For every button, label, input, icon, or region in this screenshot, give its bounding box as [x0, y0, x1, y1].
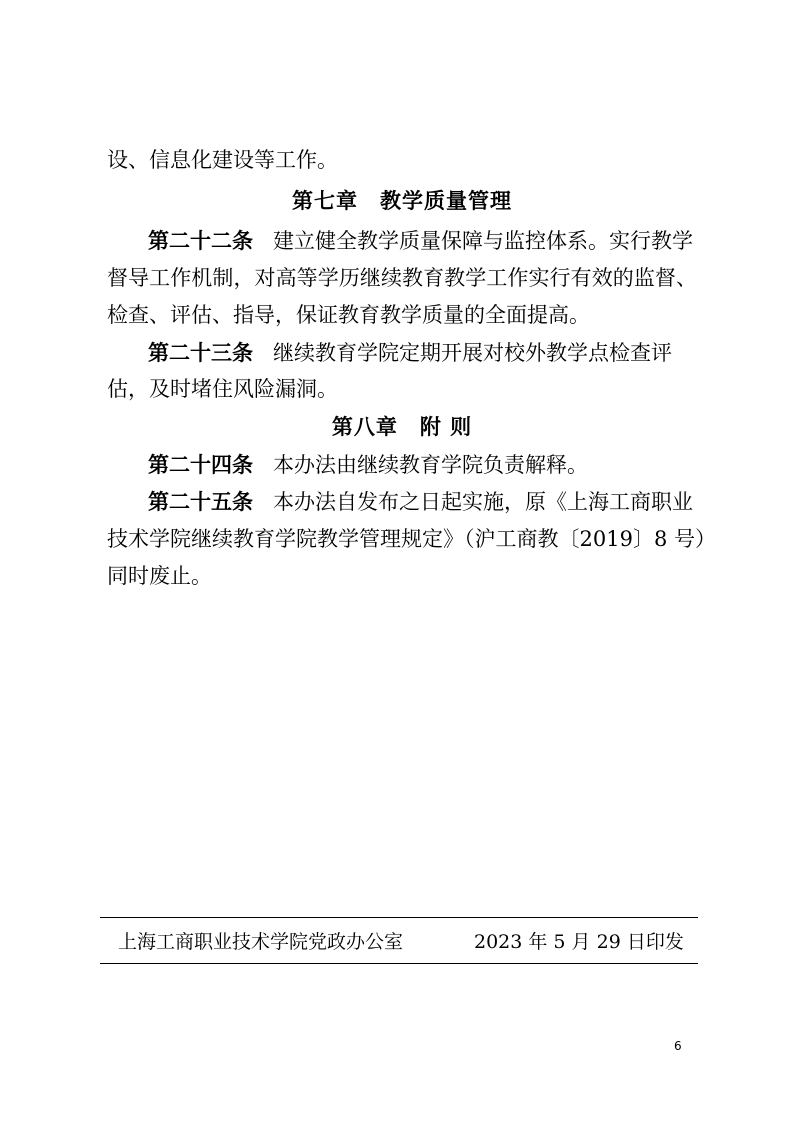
- article-23-number: 第二十三条: [148, 340, 253, 365]
- article-23-text-1: 继续教育学院定期开展对校外教学点检查评: [273, 341, 672, 365]
- article-23-line-2: 估，及时堵住风险漏洞。: [107, 377, 338, 401]
- article-24-number: 第二十四条: [148, 452, 253, 477]
- article-23-line-1: [148, 339, 672, 367]
- chapter-7-heading: 第七章 教学质量管理: [292, 188, 512, 213]
- article-24-line-1: [148, 451, 588, 479]
- article-25-line-3: 同时废止。: [107, 564, 212, 588]
- chapter-8-heading: 第八章 附 则: [331, 414, 473, 439]
- article-22-number: 第二十二条: [148, 228, 253, 253]
- article-22-text-1: 建立健全教学质量保障与监控体系。实行教学: [273, 229, 693, 253]
- article-22-line-1: [148, 227, 693, 255]
- article-25-number: 第二十五条: [148, 489, 253, 514]
- footer-bottom-rule: [100, 963, 698, 964]
- page-number: 6: [674, 1039, 682, 1053]
- article-25-line-2: 技术学院继续教育学院教学管理规定》（沪工商教〔2019〕8 号）: [107, 527, 716, 551]
- article-22-line-3: 检查、评估、指导，保证教育教学质量的全面提高。: [107, 303, 590, 327]
- article-22-line-2: 督导工作机制，对高等学历继续教育教学工作实行有效的监督、: [107, 266, 697, 290]
- article-25-text-1: 本办法自发布之日起实施，原《上海工商职业: [273, 490, 693, 514]
- article-24-text-1: 本办法由继续教育学院负责解释。: [273, 453, 588, 477]
- paragraph-continuation: 设、信息化建设等工作。: [107, 148, 338, 172]
- footer-top-rule: [100, 917, 698, 918]
- footer-issue-date: 2023 年 5 月 29 日印发: [474, 931, 684, 953]
- article-25-line-1: [148, 488, 693, 516]
- footer-issuer: 上海工商职业技术学院党政办公室: [118, 931, 404, 953]
